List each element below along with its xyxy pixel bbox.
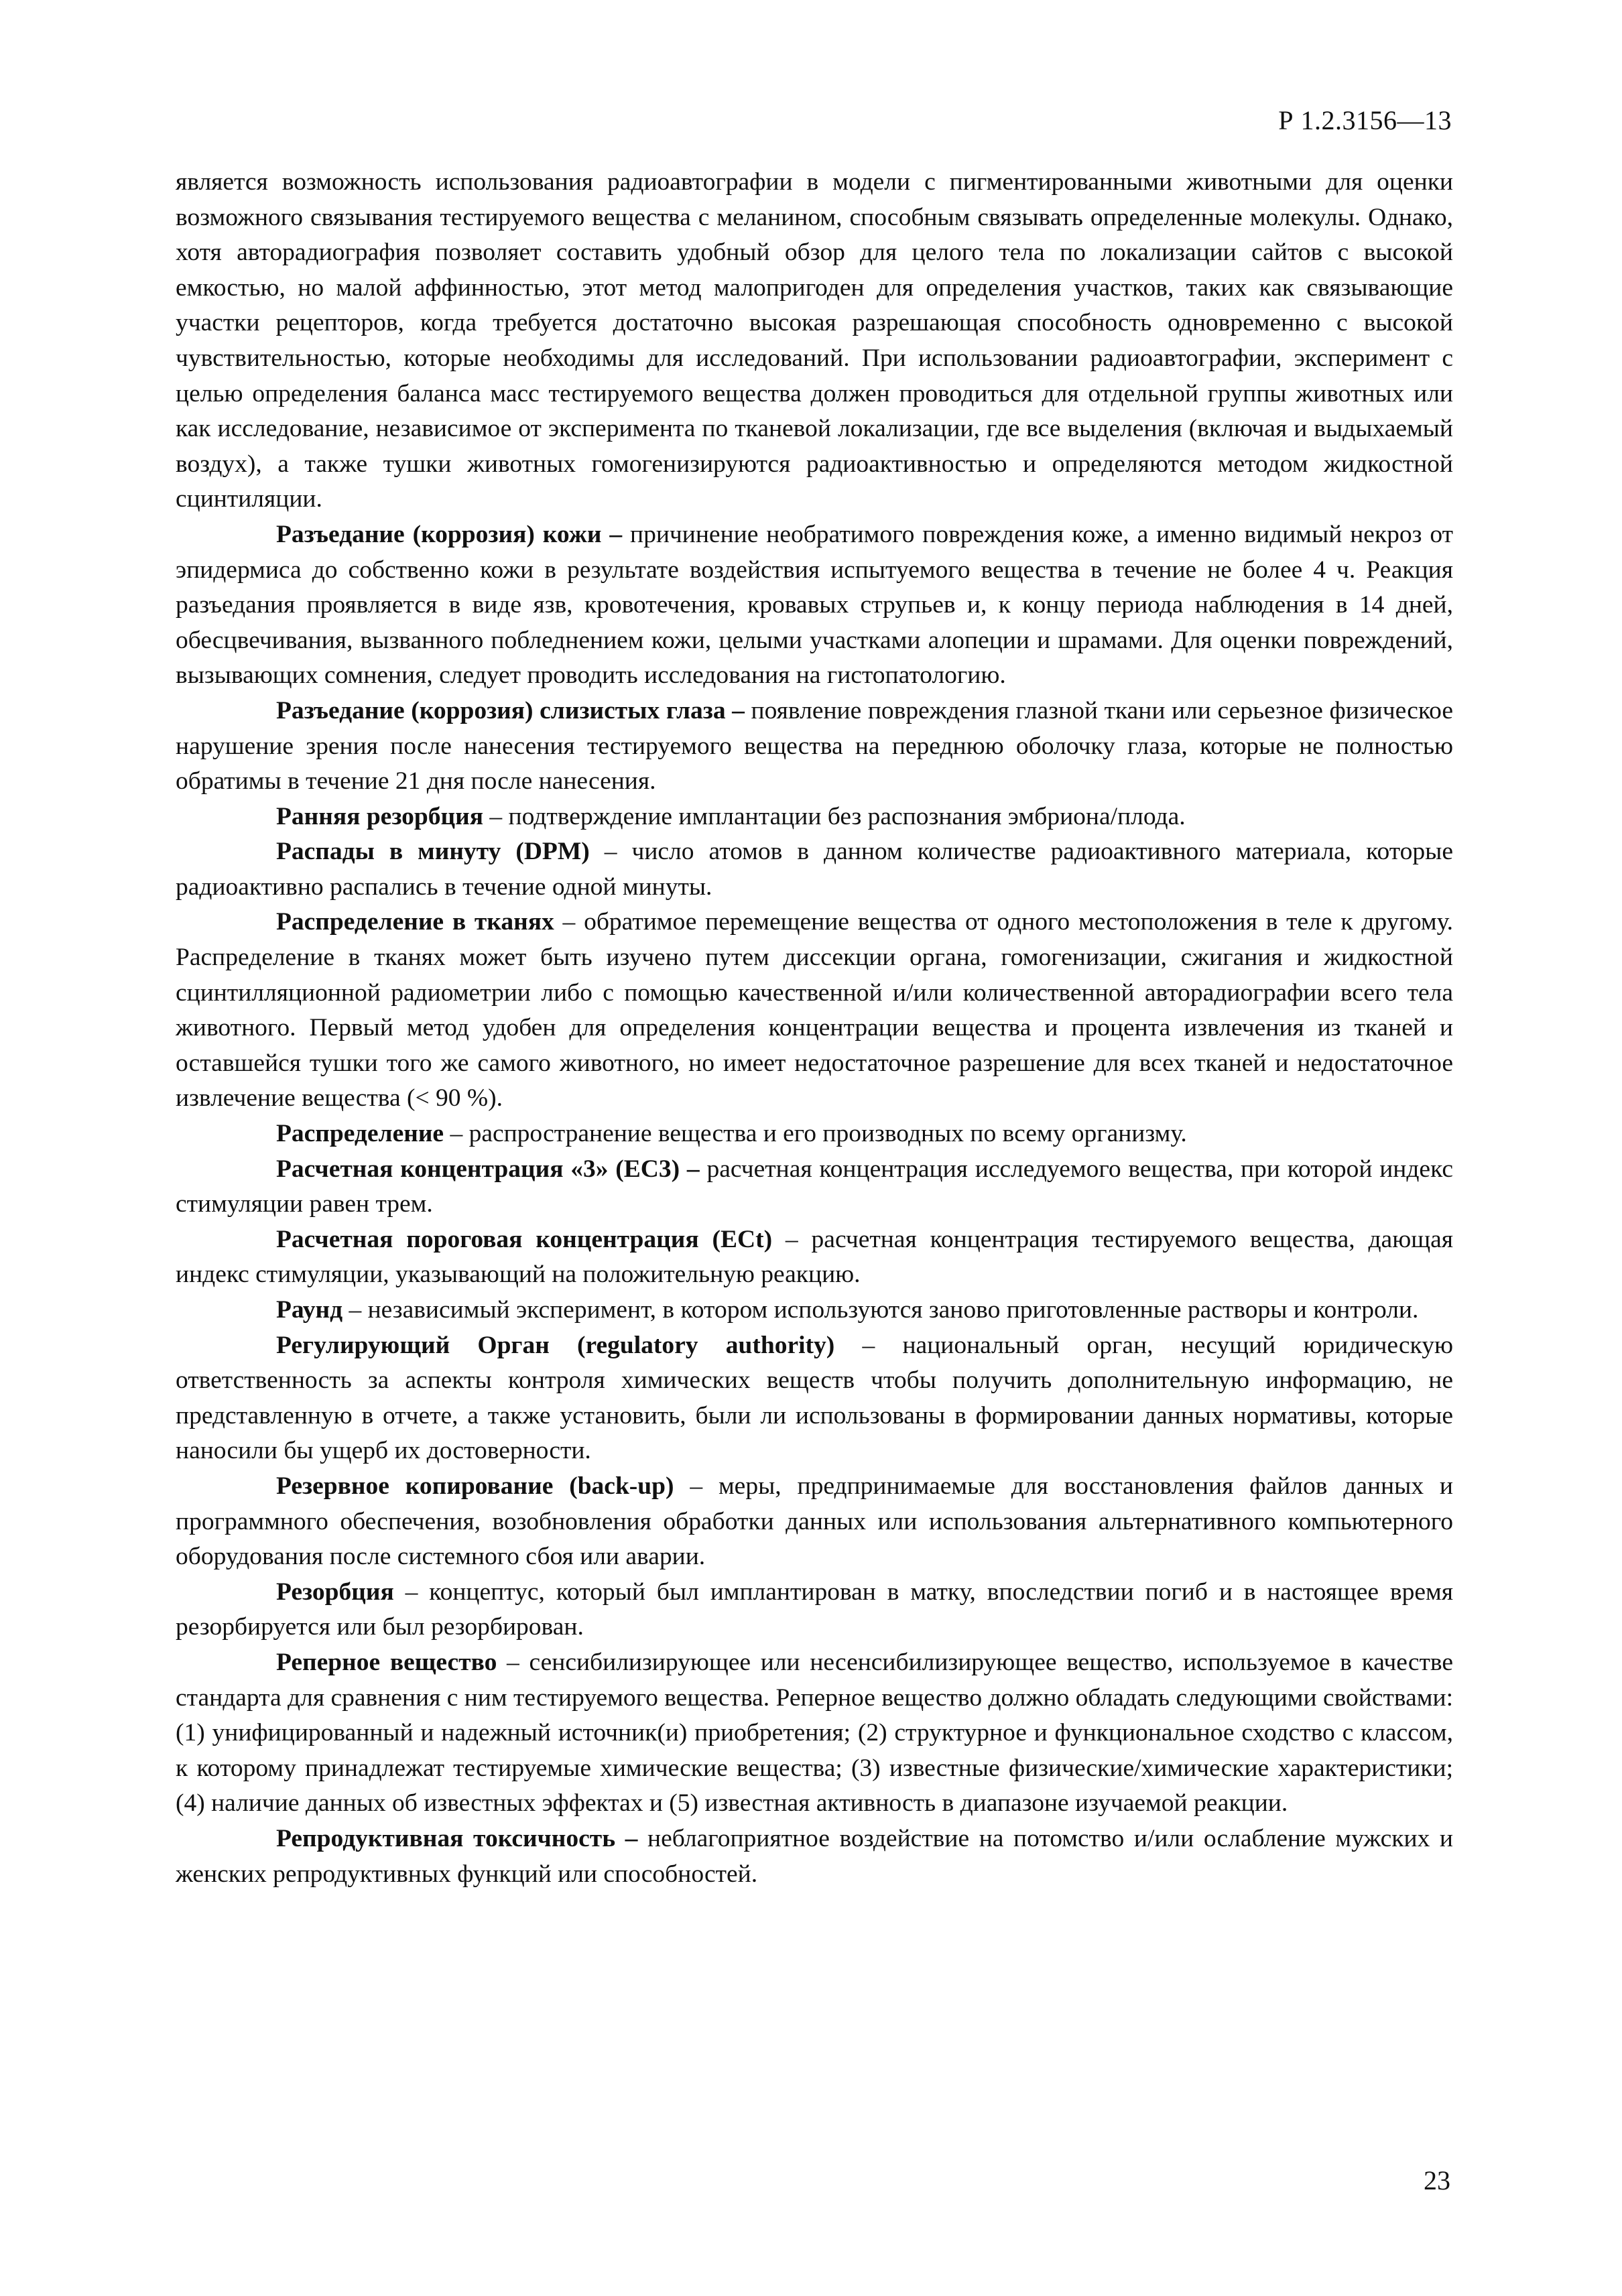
entry-definition: – меры, предпринимаемые для восстановления файлов данных и программного обеспечения, возобновления обработки данных или использования альтернативного компьютерного оборудования после системного сбоя или аварии. bbox=[176, 1472, 1453, 1571]
entry-definition: – сенсибилизирующее или несенсибилизирующее вещество, используемое в качестве стандарта для сравнения с ним тестируемого вещества. Реперное вещество должно обладать следующими свойствами: (1) унифицированный и надежный источник(и) приобретения; (2) структурное и функциональное сходство с классом, к которому принадлежат тестируемые химические вещества; (3) известные физические/химические характеристики; (4) наличие данных об известных эффектах и (5) известная активность в диапазоне изучаемой реакции. bbox=[176, 1648, 1453, 1817]
entry-term: Разъедание (коррозия) кожи – bbox=[276, 520, 623, 548]
entry-definition: неблагоприятное воздействие на потомство и/или ослабление мужских и женских репродуктивных функций или способностей. bbox=[176, 1824, 1453, 1888]
entry-definition: причинение необратимого повреждения коже, а именно видимый некроз от эпидермиса до собственно кожи в результате воздействия испытуемого вещества в течение не более 4 ч. Реакция разъедания проявляется в виде язв, кровотечения, кровавых струпьев и, к концу периода наблюдения в 14 дней, обесцвечивания, вызванного побледнением кожи, целыми участками алопеции и шрамами. Для оценки повреждений, вызывающих сомнения, следует проводить исследования на гистопатологию. bbox=[176, 520, 1453, 690]
entry-definition: – независимый эксперимент, в котором используются заново приготовленные растворы и контроли. bbox=[342, 1296, 1419, 1324]
entry-term: Распределение bbox=[276, 1120, 444, 1148]
entry-definition: – концептус, который был имплантирован в матку, впоследствии погиб и в настоящее время резорбируется или был резорбирован. bbox=[176, 1578, 1453, 1641]
entry-eye-corrosion bbox=[176, 694, 1453, 800]
entry-definition: появление повреждения глазной ткани или серьезное физическое нарушение зрения после нанесения тестируемого вещества на переднюю оболочку глаза, которые не полностью обратимы в течение 21 дня после нанесения. bbox=[176, 696, 1453, 795]
entry-resorption bbox=[176, 1575, 1453, 1645]
entry-definition: – расчетная концентрация тестируемого вещества, дающая индекс стимуляции, указывающий на положительную реакцию. bbox=[176, 1225, 1453, 1289]
entry-definition: – подтверждение имплантации без распознания эмбриона/плода. bbox=[483, 802, 1186, 830]
entry-term: Резервное копирование (back-up) bbox=[276, 1472, 674, 1500]
entry-definition: расчетная концентрация исследуемого вещества, при которой индекс стимуляции равен трем. bbox=[176, 1155, 1453, 1218]
entry-definition: – обратимое перемещение вещества от одного местоположения в теле к другому. Распределение в тканях может быть изучено путем диссекции органа, гомогенизации, сжигания и жидкостной сцинтилляционной радиометрии либо с помощью качественной и/или количественной авторадиографии всего тела животного. Первый метод удобен для определения концентрации вещества и процента извлечения из тканей и оставшейся тушки того же самого животного, но имеет недостаточное разрешение для всех тканей и недостаточное извлечение вещества (< 90 %). bbox=[176, 908, 1453, 1112]
entry-term: Резорбция bbox=[276, 1578, 394, 1606]
entry-definition: – национальный орган, несущий юридическую ответственность за аспекты контроля химических веществ чтобы получить дополнительную информацию, не представленную в отчете, а также установить, были ли использованы в формировании данных нормативы, которые наносили бы ущерб их достоверности. bbox=[176, 1331, 1453, 1465]
entry-term: Репродуктивная токсичность – bbox=[276, 1824, 638, 1852]
entry-term: Реперное вещество bbox=[276, 1648, 497, 1676]
entry-term: Раунд bbox=[276, 1296, 343, 1324]
entry-term: Расчетная пороговая концентрация (ECt) bbox=[276, 1225, 773, 1253]
document-code: Р 1.2.3156—13 bbox=[1278, 105, 1452, 135]
entry-term: Регулирующий Орган (regulatory authority) bbox=[276, 1331, 835, 1359]
entry-regulatory-authority bbox=[176, 1328, 1453, 1469]
document-body bbox=[176, 165, 1453, 1892]
entry-term: Разъедание (коррозия) слизистых глаза – bbox=[276, 696, 745, 724]
entry-term: Распады в минуту (DPM) bbox=[276, 838, 590, 866]
entry-round bbox=[176, 1293, 1453, 1328]
entry-definition: – распространение вещества и его производных по всему организму. bbox=[444, 1120, 1187, 1148]
entry-ect bbox=[176, 1222, 1453, 1293]
entry-ec3 bbox=[176, 1152, 1453, 1222]
entry-dpm bbox=[176, 834, 1453, 905]
entry-distribution bbox=[176, 1117, 1453, 1152]
entry-reference-substance bbox=[176, 1645, 1453, 1822]
entry-backup bbox=[176, 1469, 1453, 1575]
page-number: 23 bbox=[1424, 2165, 1450, 2195]
entry-tissue-distribution bbox=[176, 905, 1453, 1117]
entry-reproductive-toxicity bbox=[176, 1822, 1453, 1892]
entry-term: Расчетная концентрация «3» (ЕС3) – bbox=[276, 1155, 700, 1183]
entry-term: Распределение в тканях bbox=[276, 908, 554, 936]
intro-paragraph: является возможность использования радиоавтографии в модели с пигментированными животными для оценки возможного связывания тестируемого вещества с меланином, способным связывать определенные молекулы. Однако, хотя авторадиография позволяет составить удобный обзор для целого тела по локализации сайтов с высокой емкостью, но малой аффинностью, этот метод малопригоден для определения участков, таких как связывающие участки рецепторов, когда требуется достаточно высокая разрешающая способность одновременно с высокой чувствительностью, которые необходимы для исследований. При использовании радиоавтографии, эксперимент с целью определения баланса масс тестируемого вещества должен проводиться для отдельной группы животных или как исследование, независимое от эксперимента по тканевой локализации, где все выделения (включая и выдыхаемый воздух), а также тушки животных гомогенизируются радиоактивностью и определяются методом жидкостной сцинтиляции. bbox=[176, 168, 1453, 513]
entry-term: Ранняя резорбция bbox=[276, 802, 484, 830]
entry-skin-corrosion bbox=[176, 517, 1453, 694]
entry-early-resorption bbox=[176, 800, 1453, 835]
entry-definition: – число атомов в данном количестве радиоактивного материала, которые радиоактивно распались в течение одной минуты. bbox=[176, 838, 1453, 901]
